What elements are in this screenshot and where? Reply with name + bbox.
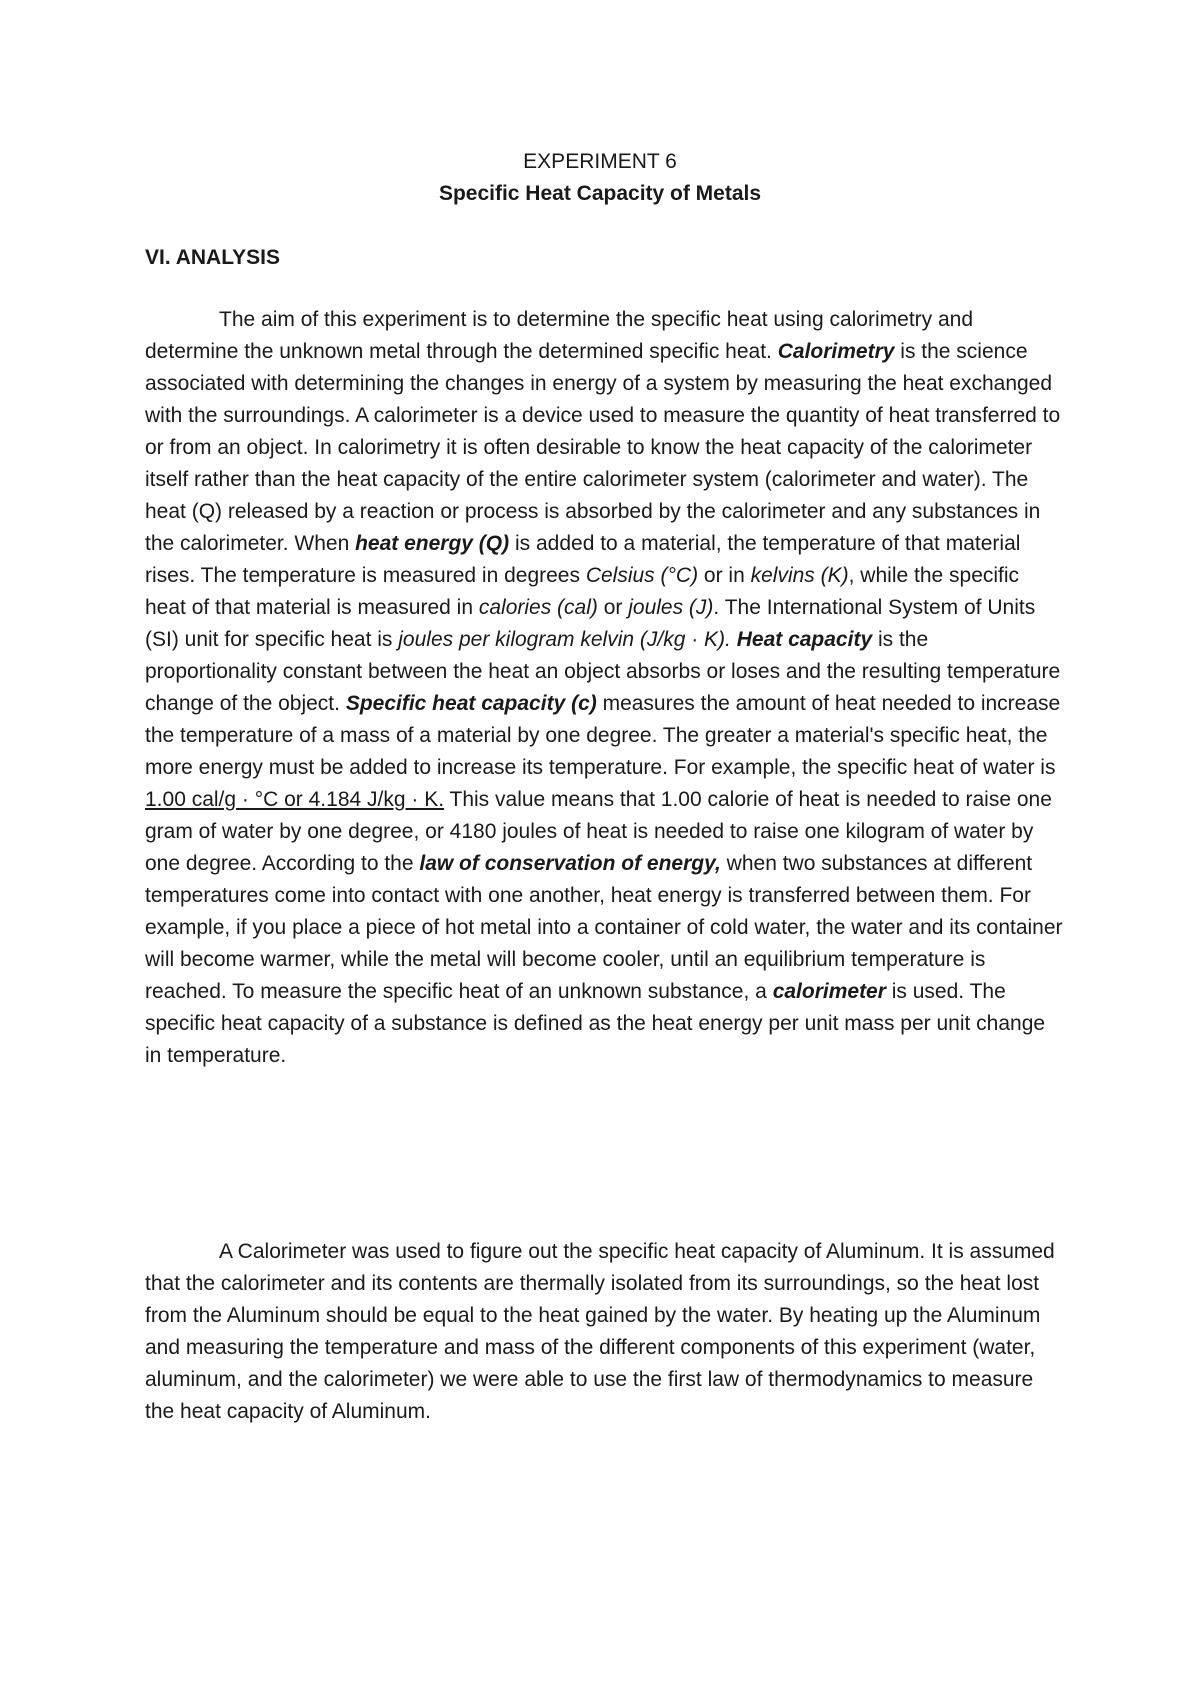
title-block (0, 146, 1200, 210)
text-run: is used. The specific heat capacity of a substance is defined as the heat energy per unit mass per unit change in temperature. (145, 980, 1046, 1067)
term-calorimetry: Calorimetry (777, 340, 895, 363)
text-run: This value means that 1.00 calorie of heat is needed to raise one gram of water by one degree, or 4180 joules of heat is needed to raise one kilogram of water by one degree. According to the (145, 788, 1052, 875)
analysis-paragraph-1 (145, 304, 1065, 1072)
term-law-of-conservation: law of conservation of energy, (419, 852, 721, 875)
term-specific-heat-capacity: Specific heat capacity (c) (345, 692, 597, 715)
unit-kelvins: kelvins (K) (750, 564, 849, 587)
document-subtitle: Specific Heat Capacity of Metals (438, 182, 762, 205)
text-run: measures the amount of heat needed to increase the temperature of a mass of a material by one degree. The greater a material's specific heat, the more energy must be added to increase its temperature. For example, the specific heat of water is (145, 692, 1061, 779)
term-heat-capacity: Heat capacity (736, 628, 873, 651)
si-unit: joules per kilogram kelvin (J/kg · K). (398, 628, 731, 651)
unit-joules: joules (J) (628, 596, 714, 619)
water-specific-heat-value: 1.00 cal/g · °C or 4.184 J/kg · K. (145, 788, 445, 811)
term-heat-energy: heat energy (Q) (355, 532, 510, 555)
text-run: , while the specific heat of that material is measured in (145, 564, 1020, 619)
section-heading: VI. ANALYSIS (145, 246, 280, 269)
text-run: or (597, 596, 629, 619)
analysis-paragraph-2 (145, 1236, 1065, 1428)
unit-calories: calories (cal) (478, 596, 598, 619)
text-run: The aim of this experiment is to determine the specific heat using calorimetry and determine the unknown metal through the determined specific heat. (145, 308, 974, 363)
text-run: or in (698, 564, 751, 587)
unit-celsius: Celsius (°C) (585, 564, 699, 587)
text-run: is added to a material, the temperature of that material rises. The temperature is measured in degrees (145, 532, 1021, 587)
text-run: is the proportionality constant between the heat an object absorbs or loses and the resulting temperature change of the object. (145, 628, 1061, 715)
text-run: when two substances at different temperatures come into contact with one another, heat energy is transferred between them. For example, if you place a piece of hot metal into a container of cold water, the water and its container will become warmer, while the metal will become cooler, until an equilibrium temperature is reached. To measure the specific heat of an unknown substance, a (145, 852, 1063, 1003)
term-calorimeter: calorimeter (772, 980, 886, 1003)
text-run: is the science associated with determining the changes in energy of a system by measuring the heat exchanged with the surroundings. A calorimeter is a device used to measure the quantity of heat transferred to or from an object. In calorimetry it is often desirable to know the heat capacity of the calorimeter itself rather than the heat capacity of the entire calorimeter system (calorimeter and water). The heat (Q) released by a reaction or process is absorbed by the calorimeter and any substances in the calorimeter. When (145, 340, 1061, 555)
text-run: . The International System of Units (SI) unit for specific heat is (145, 596, 1036, 651)
paragraph-2-text: A Calorimeter was used to figure out the specific heat capacity of Aluminum. It is assumed that the calorimeter and its contents are thermally isolated from its surroundings, so the heat lost from the Aluminum should be equal to the heat gained by the water. By heating up the Aluminum and measuring the temperature and mass of the different components of this experiment (water, aluminum, and the calorimeter) we were able to use the first law of thermodynamics to measure the heat capacity of Aluminum. (145, 1240, 1055, 1423)
document-title: EXPERIMENT 6 (523, 150, 677, 173)
